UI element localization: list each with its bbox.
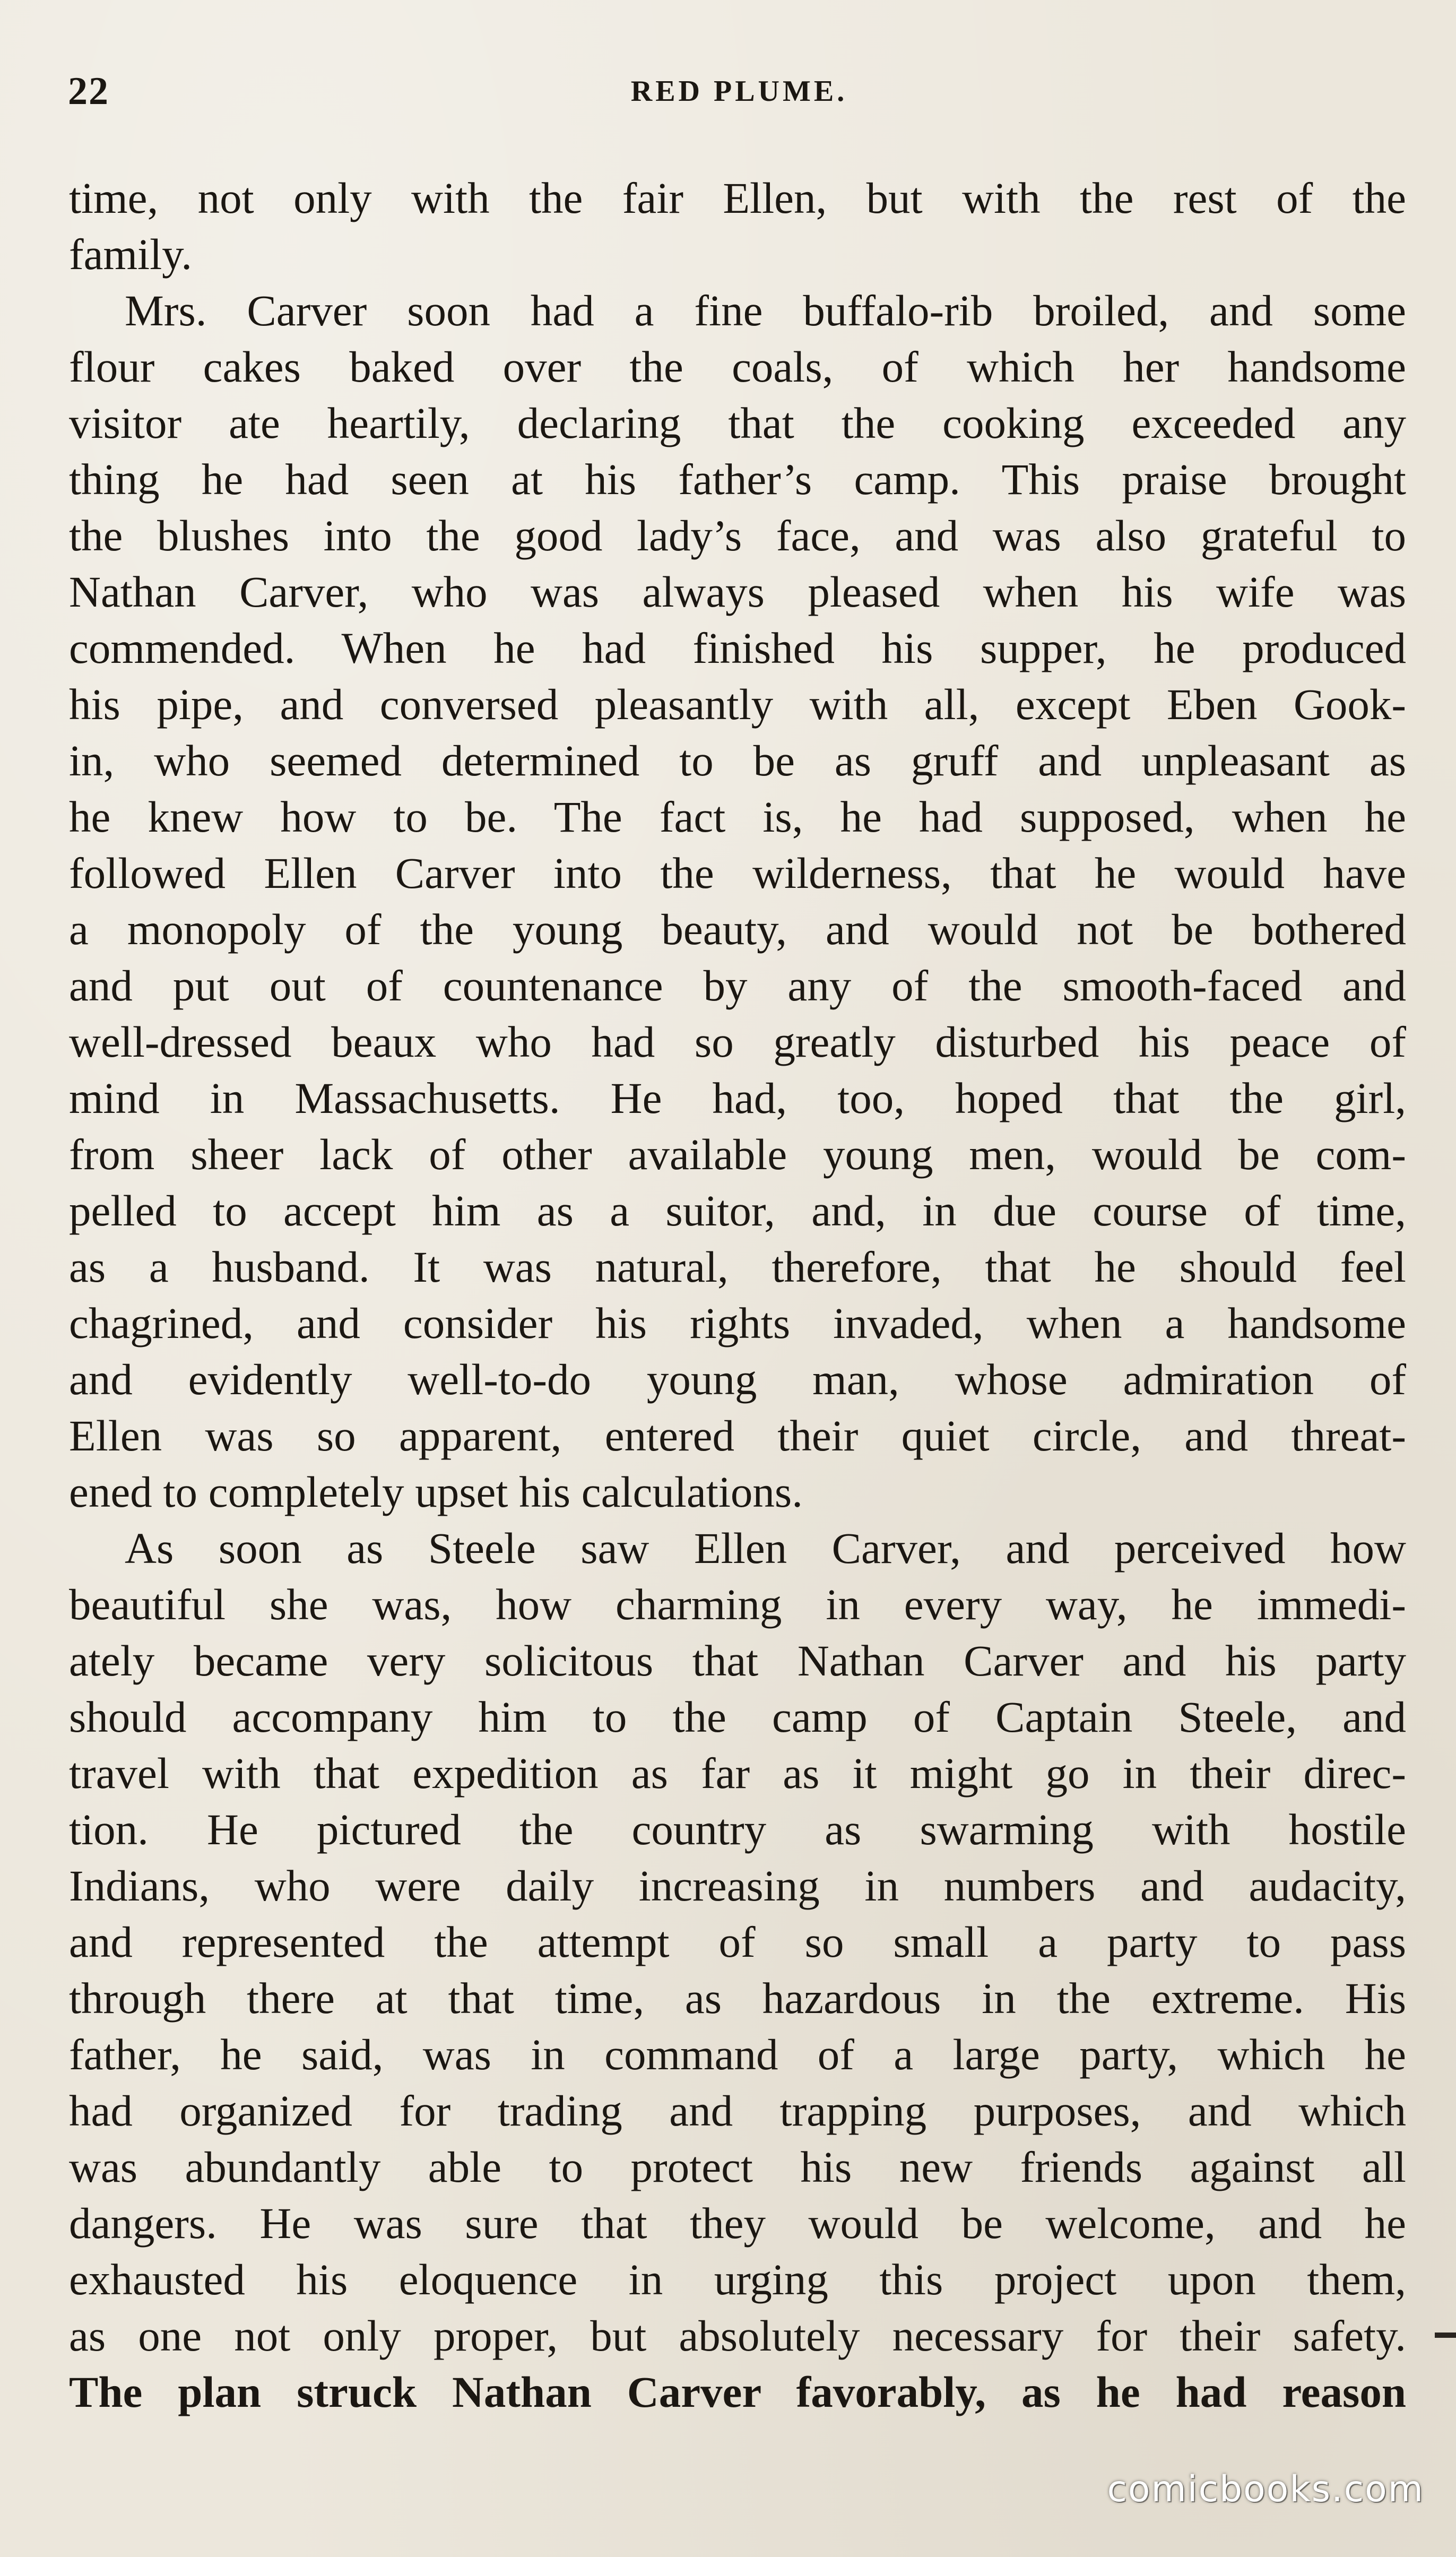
text-line: through there at that time, as hazardous in the extreme. His [69,1974,1406,2023]
text-line: as one not only proper, but absolutely necessary for their safety. [69,2311,1406,2360]
text-line: exhausted his eloquence in urging this project upon them, [69,2255,1406,2304]
text-line: as a husband. It was natural, therefore, that he should feel [69,1242,1406,1291]
page-edge-mark [1435,2333,1456,2338]
text-line: he knew how to be. The fact is, he had supposed, when he [69,792,1406,841]
text-line: followed Ellen Carver into the wilderness, that he would have [69,849,1406,897]
text-line: well-dressed beaux who had so greatly disturbed his peace of [69,1017,1406,1066]
text-line: tion. He pictured the country as swarming with hostile [69,1805,1406,1854]
text-line: in, who seemed determined to be as gruff and unpleasant as [69,736,1406,785]
text-line: the blushes into the good lady’s face, and was also grateful to [69,511,1406,560]
text-line: As soon as Steele saw Ellen Carver, and perceived how [125,1524,1406,1573]
text-line: chagrined, and consider his rights invaded, when a handsome [69,1299,1406,1347]
text-line: Indians, who were daily increasing in numbers and audacity, [69,1861,1406,1910]
text-line: commended. When he had finished his supper, he produced [69,624,1406,672]
text-line: and evidently well-to-do young man, whose admiration of [69,1355,1406,1404]
page-number: 22 [68,70,109,113]
text-line: his pipe, and conversed pleasantly with all, except Eben Gook- [69,680,1406,729]
text-line: The plan struck Nathan Carver favorably, as he had reason [69,2368,1406,2416]
running-head [68,69,1410,127]
text-line: mind in Massachusetts. He had, too, hoped that the girl, [69,1074,1406,1122]
text-line: should accompany him to the camp of Captain Steele, and [69,1692,1406,1741]
text-line: Nathan Carver, who was always pleased when his wife was [69,567,1406,616]
text-line: a monopoly of the young beauty, and would not be bothered [69,905,1406,954]
text-line: visitor ate heartily, declaring that the cooking exceeded any [69,399,1406,447]
text-line: ately became very solicitous that Nathan Carver and his party [69,1636,1406,1685]
watermark: comicbooks.com [1107,2468,1424,2510]
text-line: family. [69,230,193,279]
text-line: beautiful she was, how charming in every way, he immedi- [69,1580,1406,1629]
text-line: thing he had seen at his father’s camp. This praise brought [69,455,1406,504]
text-line: Mrs. Carver soon had a fine buffalo-rib broiled, and some [125,286,1406,335]
text-line: dangers. He was sure that they would be welcome, and he [69,2199,1406,2248]
text-line: ened to completely upset his calculations. [69,1467,803,1516]
text-line: father, he said, was in command of a large party, which he [69,2030,1406,2079]
text-line: pelled to accept him as a suitor, and, in due course of time, [69,1186,1406,1235]
text-line: was abundantly able to protect his new friends against all [69,2143,1406,2191]
text-line: and put out of countenance by any of the smooth-faced and [69,961,1406,1010]
text-line: flour cakes baked over the coals, of which her handsome [69,342,1406,391]
text-line: travel with that expedition as far as it might go in their direc- [69,1749,1406,1798]
text-line: and represented the attempt of so small a party to pass [69,1917,1406,1966]
body-text [69,170,1406,2420]
text-line: time, not only with the fair Ellen, but with the rest of the [69,174,1406,222]
text-line: Ellen was so apparent, entered their quiet circle, and threat- [69,1411,1406,1460]
text-line: from sheer lack of other available young men, would be com- [69,1130,1406,1179]
running-title: RED PLUME. [630,75,848,108]
text-line: had organized for trading and trapping purposes, and which [69,2086,1406,2135]
